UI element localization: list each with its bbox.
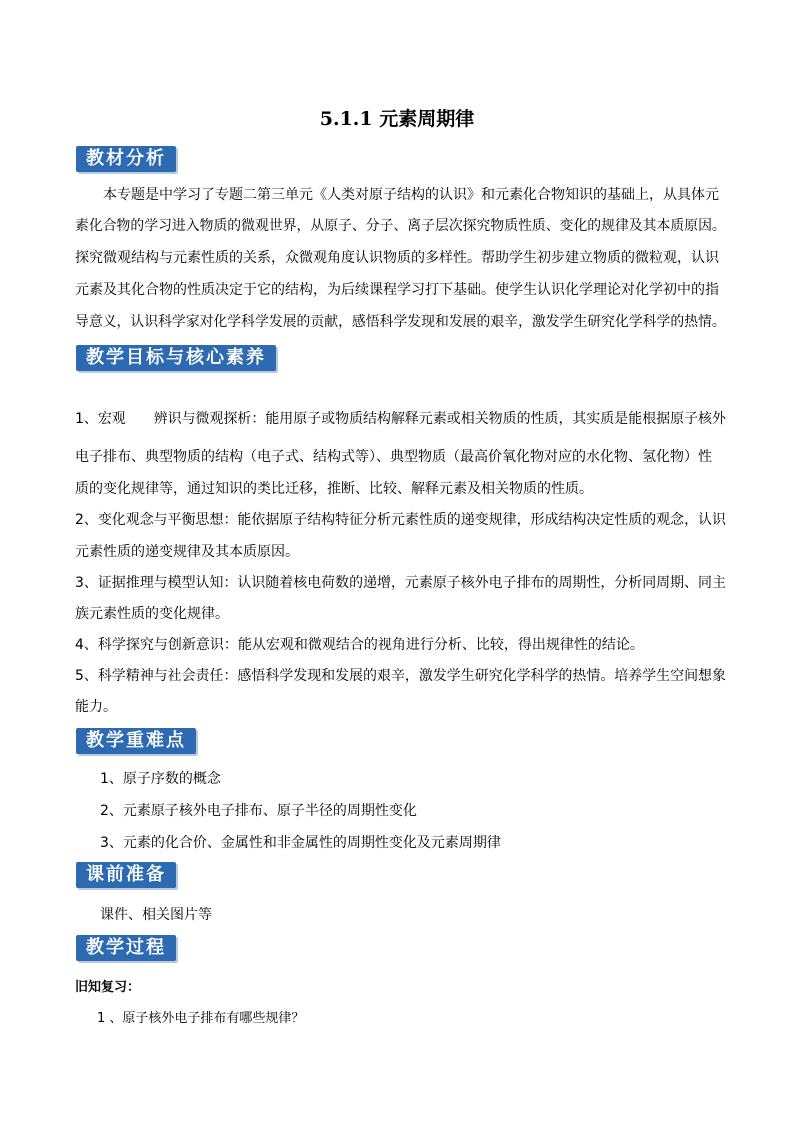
- section-header-process: 教学过程: [76, 935, 176, 961]
- goal-line: 族元素性质的变化规律。: [75, 606, 229, 622]
- section-header-prep: 课前准备: [76, 862, 176, 888]
- goal-line: 电子排布、典型物质的结构（电子式、结构式等）、典型物质（最高价氧化物对应的水化物、氢化物）性: [75, 449, 712, 465]
- goal-line: 1、宏观 辨识与微观探析：能用原子或物质结构解释元素或相关物质的性质，其实质是能根据原子核外: [75, 411, 726, 427]
- review-question: 1 、原子核外电子排布有哪些规律？: [97, 1011, 305, 1026]
- page-title: 5.1.1 元素周期律: [319, 108, 475, 130]
- goal-line: 5、科学精神与社会责任：感悟科学发现和发展的艰辛，激发学生研究化学科学的热情。培养学生空间想象: [75, 668, 726, 684]
- section-header-analysis: 教材分析: [76, 146, 176, 172]
- goal-line: 4、科学探究与创新意识：能从宏观和微观结合的视角进行分析、比较，得出规律性的结论。: [75, 637, 644, 653]
- goal-line: 2、变化观念与平衡思想：能依据原子结构特征分析元素性质的递变规律，形成结构决定性质的观念，认识: [75, 512, 726, 528]
- analysis-line: 导意义，认识科学家对化学科学发展的贡献，感悟科学发现和发展的艰辛，激发学生研究化学科学的热情。: [75, 314, 726, 330]
- analysis-line: 素化合物的学习进入物质的微观世界，从原子、分子、离子层次探究物质性质、变化的规律及其本质原因。: [75, 218, 726, 234]
- keypoint-item: 2、元素原子核外电子排布、原子半径的周期性变化: [100, 803, 417, 819]
- analysis-line: 本专题是中学习了专题二第三单元《人类对原子结构的认识》和元素化合物知识的基础上，从具体元: [103, 187, 719, 203]
- keypoint-item: 3、元素的化合价、金属性和非金属性的周期性变化及元素周期律: [100, 835, 501, 851]
- goal-line: 质的变化规律等，通过知识的类比迁移，推断、比较、解释元素及相关物质的性质。: [75, 481, 593, 497]
- keypoint-item: 1、原子序数的概念: [100, 771, 221, 787]
- analysis-line: 探究微观结构与元素性质的关系，众微观角度认识物质的多样性。帮助学生初步建立物质的微粒观，认识: [75, 250, 719, 266]
- goal-line: 元素性质的递变规律及其本质原因。: [75, 544, 299, 560]
- review-label: 旧知复习：: [75, 980, 141, 995]
- goal-line: 能力。: [75, 699, 117, 715]
- analysis-line: 元素及其化合物的性质决定于它的结构，为后续课程学习打下基础。使学生认识化学理论对化学初中的指: [75, 282, 719, 298]
- section-header-keypoints: 教学重难点: [76, 728, 196, 754]
- section-header-goals: 教学目标与核心素养: [76, 345, 276, 371]
- prep-text: 课件、相关图片等: [100, 907, 212, 923]
- goal-line: 3、证据推理与模型认知：认识随着核电荷数的递增，元素原子核外电子排布的周期性，分析同周期、同主: [75, 575, 726, 591]
